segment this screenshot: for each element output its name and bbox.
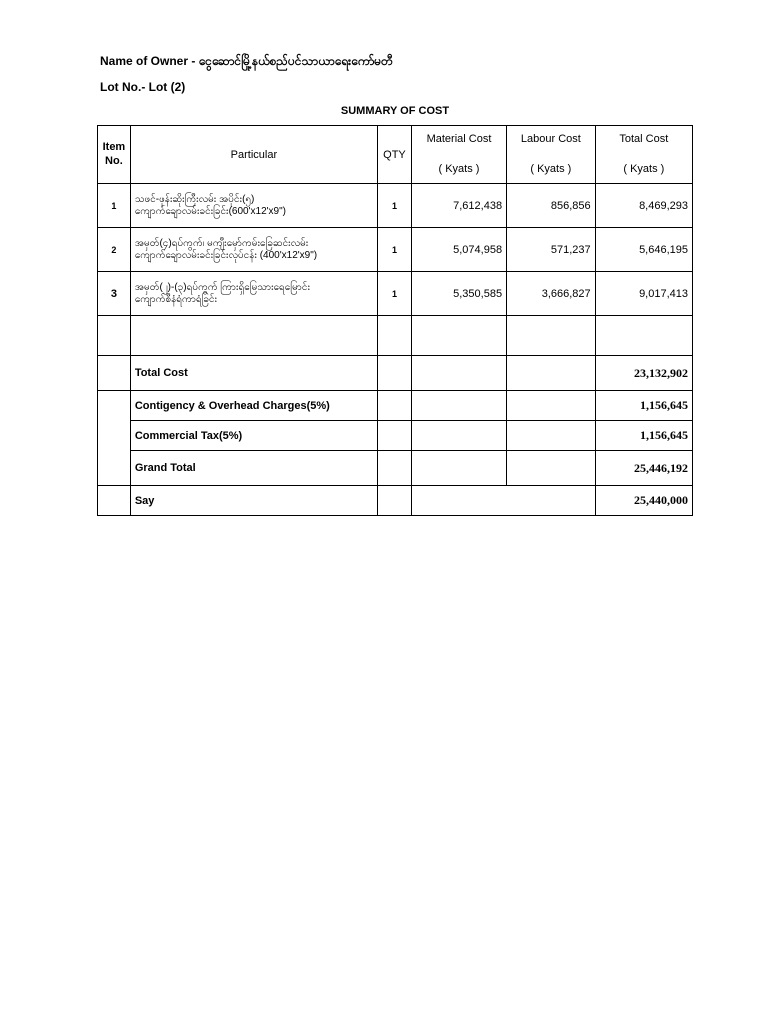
item-number: 1 [98, 184, 131, 228]
summary-title: SUMMARY OF COST [340, 105, 450, 117]
labour-cost-header: Labour Cost ( Kyats ) [507, 126, 596, 184]
say-label: Say [130, 486, 377, 516]
labour-cost-cell: 3,666,827 [507, 272, 596, 316]
grand-total-row [98, 451, 693, 486]
labour-cost-cell: 856,856 [507, 184, 596, 228]
total-cost-header: Total Cost ( Kyats ) [595, 126, 692, 184]
contingency-row [98, 391, 693, 421]
labour-cost-cell: 571,237 [507, 228, 596, 272]
material-cost-cell: 7,612,438 [411, 184, 506, 228]
empty-row [98, 316, 693, 356]
material-cost-cell: 5,350,585 [411, 272, 506, 316]
particular-cell: အမှတ်(၄)ရပ်ကွက်၊ မကျီးမှော်ကမ်းခြေဆင်းလမ်း ကျောက်ချောလမ်းခင်းခြင်းလုပ်ငန်း (400'x12'x9") [130, 228, 377, 272]
say-value: 25,440,000 [595, 486, 692, 516]
particular-header: Particular [130, 126, 377, 184]
say-row [98, 486, 693, 516]
material-cost-header: Material Cost ( Kyats ) [411, 126, 506, 184]
particular-cell: အမှတ်(၂)-(၃)ရပ်ကွက် ကြားရှိမြေသားရေမြောင်း ကျောက်စီနံရံကာရံခြင်း [130, 272, 377, 316]
total-cost-row [98, 356, 693, 391]
total-cost-cell: 5,646,195 [595, 228, 692, 272]
qty-header: QTY [378, 126, 412, 184]
table-header-row [98, 126, 693, 184]
lot-number: Lot No.- Lot (2) [100, 80, 186, 94]
table-row [98, 184, 693, 228]
contingency-label: Contigency & Overhead Charges(5%) [130, 391, 377, 421]
cost-summary-table [97, 125, 693, 516]
grand-total-label: Grand Total [130, 451, 377, 486]
item-number: 3 [98, 272, 131, 316]
commercial-tax-value: 1,156,645 [595, 421, 692, 451]
total-cost-value: 23,132,902 [595, 356, 692, 391]
table-row [98, 228, 693, 272]
qty-cell: 1 [378, 272, 412, 316]
total-cost-label: Total Cost [130, 356, 377, 391]
contingency-value: 1,156,645 [595, 391, 692, 421]
owner-name: Name of Owner - ငွေဆောင်မြို့နယ်စည်ပင်သာယာရေးကော်မတီ [100, 54, 393, 68]
commercial-tax-label: Commercial Tax(5%) [130, 421, 377, 451]
item-number: 2 [98, 228, 131, 272]
item-no-header: Item No. [98, 126, 131, 184]
particular-cell: သဖင်-ဖုန်းဆိုးကြီးလမ်း အပိုင်း(၅) ကျောက်ချောလမ်းခင်းခြင်း(600'x12'x9") [130, 184, 377, 228]
qty-cell: 1 [378, 184, 412, 228]
table-row [98, 272, 693, 316]
material-cost-cell: 5,074,958 [411, 228, 506, 272]
grand-total-value: 25,446,192 [595, 451, 692, 486]
total-cost-cell: 9,017,413 [595, 272, 692, 316]
total-cost-cell: 8,469,293 [595, 184, 692, 228]
qty-cell: 1 [378, 228, 412, 272]
commercial-tax-row [98, 421, 693, 451]
